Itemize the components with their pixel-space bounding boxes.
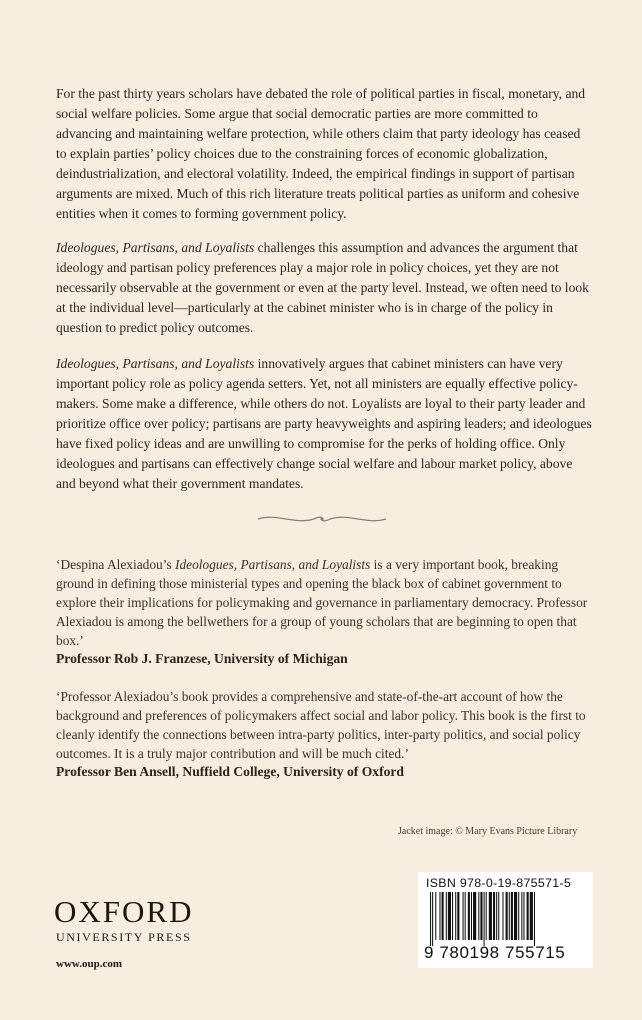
- isbn-label: ISBN 978-0-19-875571-5: [426, 876, 572, 890]
- barcode-bar: [511, 892, 513, 940]
- barcode-bar: [518, 892, 519, 940]
- publisher-logo: OXFORD: [54, 894, 194, 929]
- barcode-bar: [502, 892, 503, 940]
- isbn-barcode: [418, 872, 593, 968]
- barcode-bar: [473, 892, 476, 940]
- endorsement-quote-1: [56, 555, 596, 650]
- barcode-bar: [530, 892, 533, 940]
- barcode-bar: [435, 892, 436, 940]
- book-title: Ideologues, Partisans, and Loyalists: [175, 557, 371, 572]
- barcode-bar: [534, 892, 535, 946]
- book-title: Ideologues, Partisans, and Loyalists: [56, 240, 255, 255]
- flourish-divider-icon: [254, 511, 390, 527]
- barcode-bar: [496, 892, 497, 940]
- barcode-bar: [489, 892, 492, 940]
- barcode-bar: [471, 892, 472, 940]
- barcode-bar: [468, 892, 470, 940]
- endorsement-author-2: Professor Ben Ansell, Nuffield College, University of Oxford: [56, 764, 404, 779]
- barcode-bar: [523, 892, 524, 940]
- barcode-icon: [428, 892, 584, 946]
- barcode-bar: [463, 892, 464, 940]
- barcode-bar: [439, 892, 440, 940]
- barcode-bar: [448, 892, 451, 940]
- barcode-bar: [493, 892, 495, 940]
- blurb-paragraph-2-text: challenges this assumption and advances the argument that ideology and partisan policy preferences play a major role in policy choices, yet they are not necessarily observable at the government or even at the party level. Instead, we often need to look at the individual level—particularly at the cabinet minister who is in charge of the policy in question to predict policy outcomes.: [56, 240, 589, 335]
- publisher-subtitle: UNIVERSITY PRESS: [56, 930, 192, 944]
- barcode-bar: [457, 892, 459, 940]
- endorsement-author-1: Professor Rob J. Franzese, University of Michigan: [56, 651, 348, 666]
- barcode-bar: [509, 892, 510, 940]
- barcode-digits: 9 780198 755715: [424, 943, 566, 962]
- barcode-bar: [480, 892, 482, 940]
- barcode-bar: [446, 892, 447, 940]
- quote-text: ‘Despina Alexiadou’s: [56, 557, 176, 572]
- blurb-paragraph-3: [56, 354, 592, 494]
- blurb-paragraph-2: [56, 238, 592, 338]
- barcode-bar: [432, 892, 433, 946]
- barcode-bar: [484, 892, 485, 946]
- quote-text: is a very important book, breaking ground in defining those ministerial types and opening the black box of cabinet government to explore their implications for policymaking and governance in parliamentary democracy. Professor Alexiadou is among the bellwethers for a group of young scholars that are beginning to open that box.’: [56, 557, 588, 648]
- barcode-bar: [478, 892, 479, 940]
- barcode-bar: [498, 892, 499, 940]
- barcode-bar: [521, 892, 522, 940]
- barcode-bar: [452, 892, 453, 940]
- book-title: Ideologues, Partisans, and Loyalists: [56, 356, 255, 371]
- barcode-bar: [506, 892, 508, 940]
- publisher-url[interactable]: www.oup.com: [56, 958, 123, 970]
- barcode-bar: [465, 892, 466, 940]
- endorsement-quote-2: ‘Professor Alexiadou’s book provides a comprehensive and state-of-the-art account of how the background and preferences of policymakers affect social and labor policy. This book is the first to cleanly identify the connections between intra-party politics, inter-party politics, and social policy outcomes. It is a truly major contribution and will be much cited.’: [56, 689, 586, 761]
- barcode-bar: [430, 892, 431, 946]
- barcode-bar: [486, 892, 487, 940]
- blurb-paragraph-1: For the past thirty years scholars have debated the role of political parties in fiscal, monetary, and social welfare policies. Some argue that social democratic parties are more committed to advancing and maintaining welfare protection, while others claim that party ideology has ceased to explain parties’ policy choices due to the constraining forces of economic globalization, deindustrialization, and electoral volatility. Indeed, the empirical findings in support of partisan arguments are mixed. Much of this rich literature treats political parties as uniform and cohesive entities when it comes to forming government policy.: [56, 86, 586, 221]
- barcode-bar: [442, 892, 444, 940]
- barcode-bar: [527, 892, 529, 940]
- jacket-image-credit: Jacket image: © Mary Evans Picture Library: [398, 826, 578, 837]
- barcode-bar: [514, 892, 517, 940]
- blurb-paragraph-3-text: innovatively argues that cabinet ministers can have very important policy role as policy agenda setters. Yet, not all ministers are equally effective policy-makers. Some make a difference, while others do not. Loyalists are loyal to their party leader and prioritize office over policy; partisans are party heavyweights and aspiring leaders; and ideologues have fixed policy ideas and are unwilling to compromise for the perks of holding office. Only ideologues and partisans can effectively change social welfare and labour market policy, above and beyond what their government mandates.: [56, 356, 592, 491]
- barcode-bar: [455, 892, 456, 940]
